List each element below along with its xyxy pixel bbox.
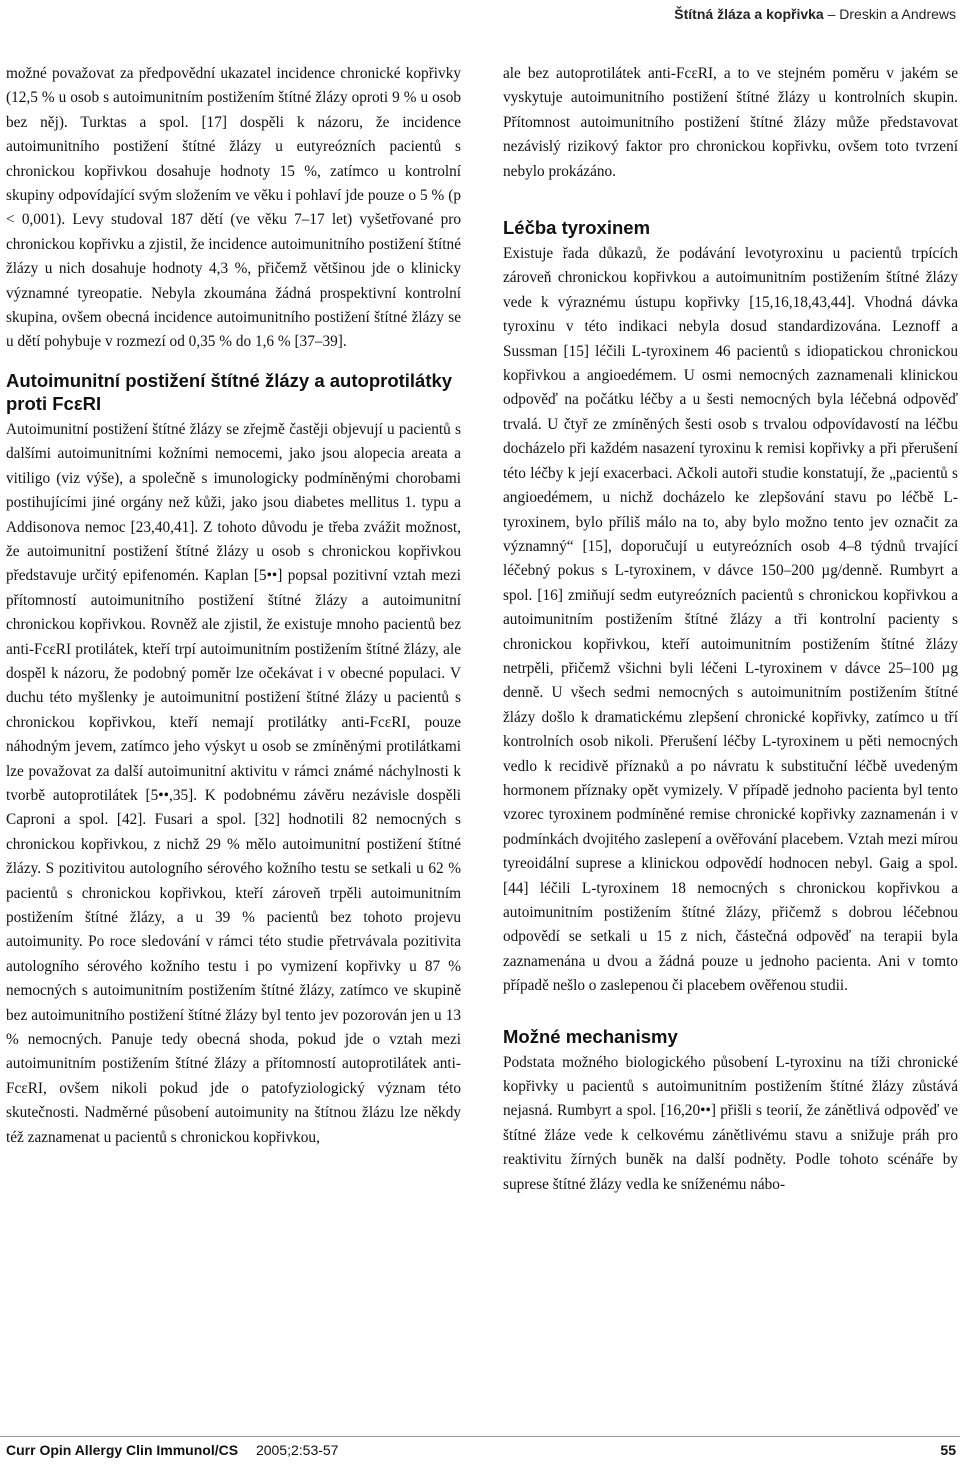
page-footer <box>6 1442 956 1458</box>
section-heading: Léčba tyroxinem <box>503 217 651 239</box>
body-paragraph: Existuje řada důkazů, že podávání levotyroxinu u pacientů trpících zároveň chronickou kopřivkou a autoimunitním postižením štítné žlázy vede k výraznému ústupu kopřivky [15,16,18,43,44]. Vhodná dávka tyroxinu v této indikaci nebyla dosud standardizována. Leznoff a Sussman [15] léčili L-tyroxinem 46 pacientů s idiopatickou chronickou kopřivkou a angioedémem. U osmi nemocných zaznamenali klinickou odpověď na počátku léčby a u šesti nemocných byla léčebná odpověď trvalá. U čtyř ze zmíněných šesti osob s trvalou odpovídavostí na léčbu docházelo při každém nasazení tyroxinu k remisi kopřivky a při přerušení této léčby k její exacerbaci. Ačkoli autoři studie konstatují, že „pacientů s angioedémem, u nichž docházelo ke zlepšování stavu po léčbě L-tyroxinem, bylo příliš málo na to, aby bylo možno tento jev označit za významný“ [15], doporučují u eutyreózních osob 4–8 týdnů trvající léčebný pokus s L-tyroxinem, v dávce 150–200 µg/denně. Rumbyrt a spol. [16] zmiňují sedm eutyreózních pacientů s chronickou kopřivkou a autoimunitním postižením štítné žlázy a tři kontrolní pacienty s chronickou kopřivkou, kteří autoimunitním postižením štítné žlázy netrpěli, přičemž všichni byli léčeni L-tyroxinem v dávce 25–100 µg denně. U všech sedmi nemocných s autoimunitním postižením štítné žlázy došlo k dramatickému zlepšení chronické kopřivky, zatímco u tří kontrolních osob nikoli. Přerušení léčby L-tyroxinem u pěti nemocných vedlo k recidivě příznaků a po návratu k substituční léčbě uvedeným hormonem příznaky opět vymizely. V případě jednoho pacienta byl tento vzorec tyroxinem podmíněné remise chronické kopřivky zaznamenán i v podmínkách dvojitého zaslepení a ověřování placebem. Vztah mezi mírou tyreoidální suprese a klinickou odpovědí hodnocen nebyl. Gaig a spol. [44] léčili L-tyroxinem 18 nemocných s chronickou kopřivkou a autoimunitním postižením štítné žlázy, přičemž s dobrou léčebnou odpovědí se setkali u 15 z nich, částečná odpověď na terapii byla zaznamenána u dvou a žádná pouze u jednoho pacienta. Ani v tomto případě nešlo o zaslepenou či placebem ověřenou studii. <box>503 245 958 995</box>
page-number: 55 <box>940 1442 956 1458</box>
journal-name: Curr Opin Allergy Clin Immunol/CS <box>6 1442 239 1458</box>
body-paragraph: možné považovat za předpovědní ukazatel incidence chronické kopřivky (12,5 % u osob s autoimunitním postižením štítné žlázy oproti 9 % u osob bez něj). Turktas a spol. [17] dospěli k názoru, že incidence autoimunitního postižení štítné žlázy u eutyreózních pacientů s chronickou kopřivkou dosahuje hodnoty 15 %, zatímco u kontrolní skupiny odpovídající svým složením ve věku i pohlaví jde pouze o 5 % (p < 0,001). Levy studoval 187 dětí (ve věku 7–17 let) vyšetřované pro chronickou kopřivku a zjistil, že incidence autoimunitního postižení štítné žlázy u nich dosahuje hodnoty 4,3 %, přičemž většinou jde o klinicky významné tyreopatie. Nebyla zkoumána žádná prospektivní kontrolní skupina, ovšem obecná incidence autoimunitního postižení štítné žlázy se u dětí pohybuje v rozmezí od 0,35 % do 1,6 % [37–39]. <box>6 65 461 351</box>
footer-divider <box>0 1436 960 1437</box>
right-column <box>503 62 958 1197</box>
section-heading: Autoimunitní postižení štítné žlázy a autoprotilátky proti FcεRI <box>6 369 453 414</box>
section-heading: Možné mechanismy <box>503 1025 678 1047</box>
running-head-dash: – <box>823 6 840 22</box>
left-column <box>6 62 461 1150</box>
running-head-authors: Dreskin a Andrews <box>839 6 956 22</box>
body-paragraph: Autoimunitní postižení štítné žlázy se zřejmě častěji objevují u pacientů s dalšími autoimunitními kožními nemocemi, jako jsou alopecia areata a vitiligo (viz výše), a společně s imunologicky podmíněnými chorobami postihujícími jiné orgány než kůži, jako jsou diabetes mellitus 1. typu a Addisonova nemoc [23,40,41]. Z tohoto důvodu je třeba zvážit možnost, že autoimunitní postižení štítné žlázy u osob s chronickou kopřivkou představuje určitý epifenomén. Kaplan [5••] popsal pozitivní vztah mezi přítomností autoimunitního postižení štítné žlázy a autoimunitní chronickou kopřivkou. Rovněž ale zjistil, že existuje mnoho pacientů bez anti-FcεRI protilátek, kteří trpí autoimunitním postižením štítné žlázy, ale dospěl k názoru, že podobný poměr lze očekávat i v obecné populaci. V duchu této myšlenky je autoimunitní postižení štítné žlázy u pacientů s chronickou kopřivkou, kteří nemají protilátky anti-FcεRI, pouze náhodným jevem, zatímco jeho výskyt u osob se zmíněnými protilátkami lze považovat za další autoimunitní aktivitu v rámci známé náchylnosti k tvorbě autoprotilátek [5••,35]. K podobnému závěru nezávisle dospěli Caproni a spol. [42]. Fusari a spol. [32] hodnotili 82 nemocných s chronickou kopřivkou, z nichž 29 % mělo autoimunitní postižení štítné žlázy. S pozitivitou autologního sérového kožního testu se setkali u 62 % pacientů s chronickou kopřivkou, kteří zároveň trpěli autoimunitním postižením štítné žlázy, a u 39 % pacientů bez tohoto projevu autoimunity. Po roce sledování v rámci této studie přetrvávala pozitivita autologního sérového kožního testu i po vymizení kopřivky u 87 % nemocných s autoimunitním postižením štítné žlázy, zatímco ve skupině bez autoimunitního postižení štítné žlázy byl tento jev pozorován jen u 13 % nemocných. Panuje tedy obecná shoda, pokud jde o vztah mezi autoimunitním postižením štítné žlázy a přítomností autoprotilátek anti-FcεRI, ovšem nikoli pokud jde o patofyziologický význam této skutečnosti. Nadměrné působení autoimunity na štítnou žlázu lze někdy též zaznamenat u pacientů s chronickou kopřivkou, <box>6 420 461 1146</box>
running-head-title: Štítná žláza a kopřivka <box>674 6 824 22</box>
body-paragraph: Podstata možného biologického působení L-tyroxinu na tíži chronické kopřivky u pacientů s autoimunitním postižením štítné žlázy zůstává nejasná. Rumbyrt a spol. [16,20••] přišli s teorií, že zánětlivá odpověď ve štítné žláze vede k celkovému zánětlivému stavu a snižuje práh pro reaktivitu žírných buněk na další podněty. Podle tohoto scénáře by suprese štítné žlázy vedla ke sníženému nábo- <box>503 1053 958 1193</box>
journal-issue: 2005;2:53-57 <box>255 1442 339 1458</box>
running-head <box>674 6 956 22</box>
body-paragraph: ale bez autoprotilátek anti-FcεRI, a to ve stejném poměru v jakém se vyskytuje autoimunitního postižení štítné žlázy u kontrolních skupin. Přítomnost autoimunitního postižení štítné žlázy může představovat nezávislý rizikový faktor pro chronickou kopřivku, ovšem toto tvrzení nebylo prokázáno. <box>503 65 958 180</box>
